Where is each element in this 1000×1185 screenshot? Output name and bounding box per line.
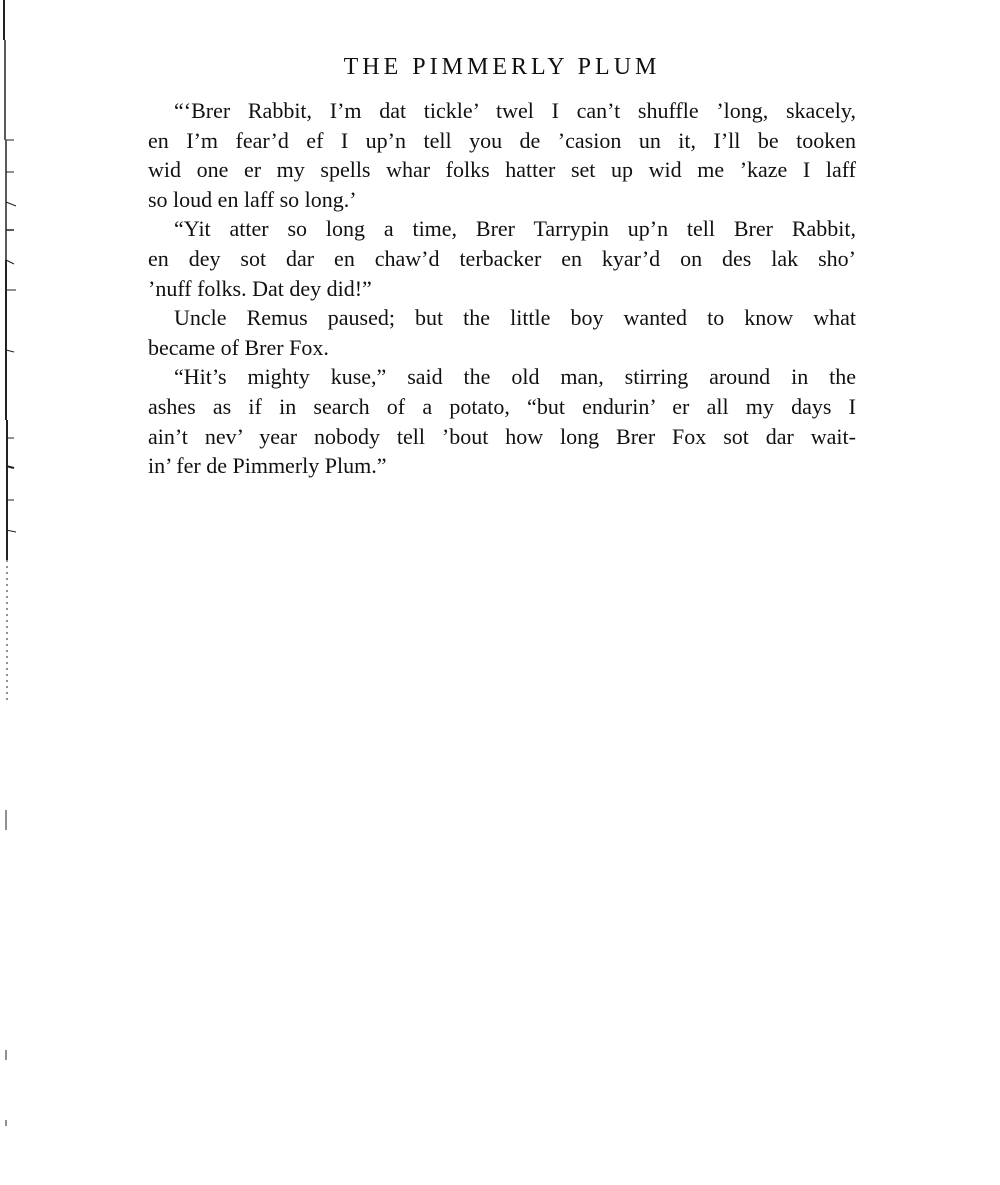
text-line: so loud en laff so long.’ — [148, 186, 357, 212]
text-line: ain’t nev’ year nobody tell ’bout how long Brer Fox sot dar wait- — [148, 423, 856, 449]
text-line: Uncle Remus paused; but the little boy wanted to know what — [174, 305, 856, 331]
text-line: “Yit atter so long a time, Brer Tarrypin up’n tell Brer Rabbit, — [174, 216, 856, 242]
body-text — [148, 96, 856, 481]
text-line: in’ fer de Pimmerly Plum.” — [148, 453, 387, 479]
text-line: became of Brer Fox. — [148, 334, 329, 360]
scanned-binding-edge — [0, 0, 30, 1185]
paragraph — [148, 214, 856, 303]
text-line: en I’m fear’d ef I up’n tell you de ’casion un it, I’ll be tooken — [148, 127, 856, 153]
paragraph — [148, 96, 856, 214]
text-line: “Hit’s mighty kuse,” said the old man, stirring around in the — [174, 364, 856, 390]
running-head: THE PIMMERLY PLUM — [343, 54, 661, 80]
paragraph — [148, 362, 856, 480]
paragraph — [148, 303, 856, 362]
text-line: en dey sot dar en chaw’d terbacker en kyar’d on des lak sho’ — [148, 245, 856, 271]
text-line: ’nuff folks. Dat dey did!” — [148, 275, 372, 301]
text-line: “‘Brer Rabbit, I’m dat tickle’ twel I can’t shuffle ’long, skacely, — [174, 98, 856, 123]
text-line: ashes as if in search of a potato, “but endurin’ er all my days I — [148, 393, 856, 419]
text-line: wid one er my spells whar folks hatter set up wid me ’kaze I laff — [148, 157, 856, 183]
